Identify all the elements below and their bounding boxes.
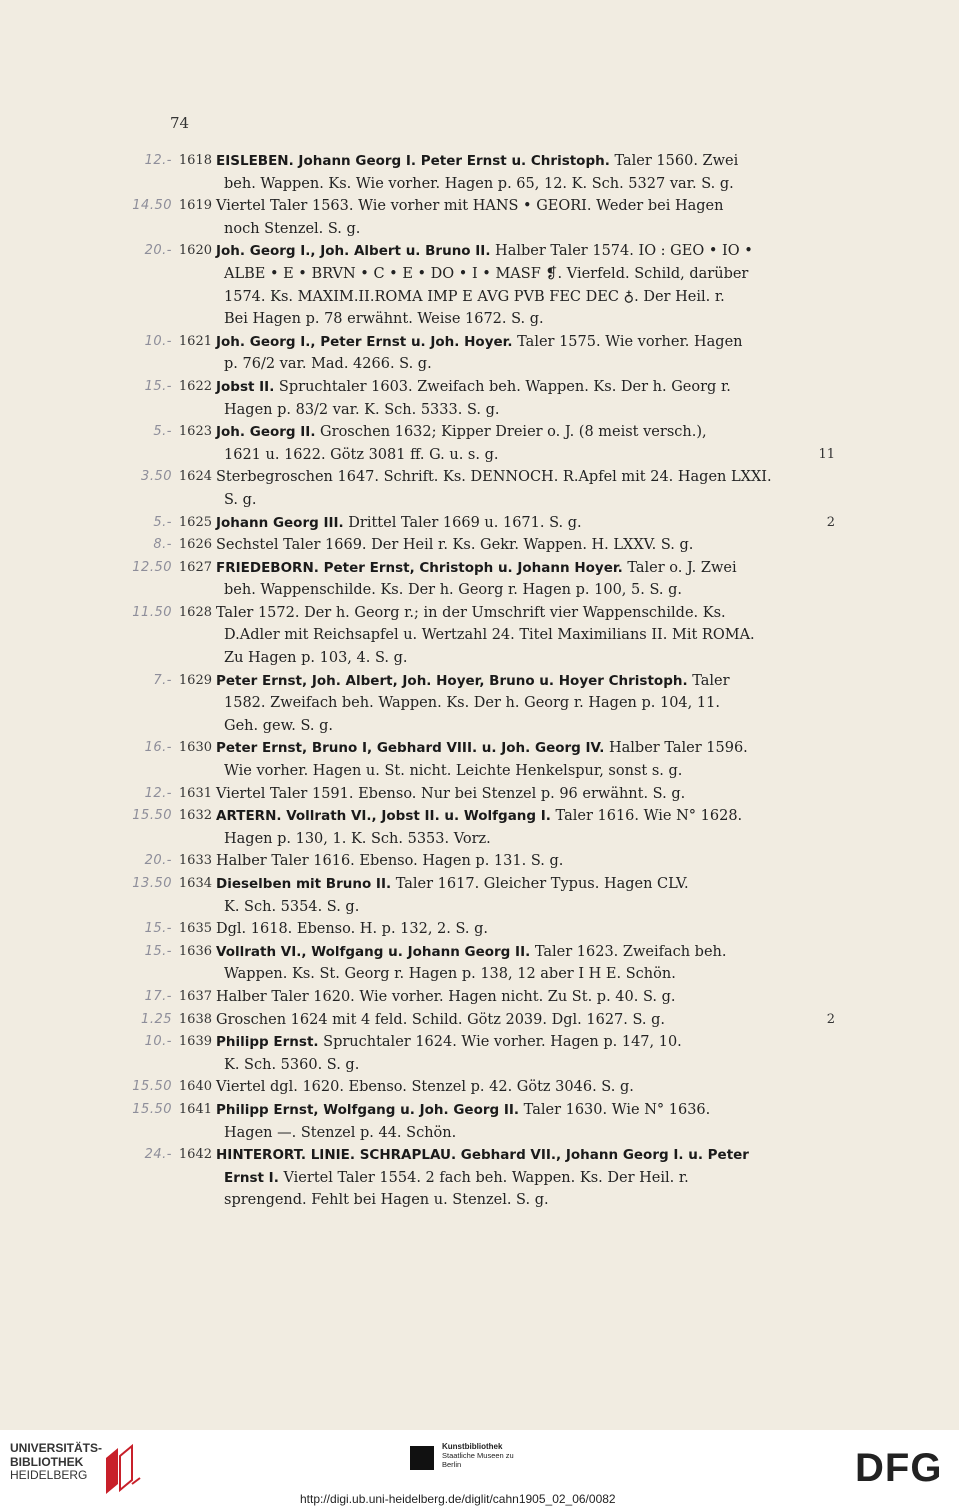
lot-number: 1628	[178, 604, 212, 620]
entry-line	[100, 692, 835, 715]
entry-line	[100, 195, 835, 218]
lot-number: 1635	[178, 921, 212, 937]
lot-number: 1633	[178, 853, 212, 869]
ub-line: BIBLIOTHEK	[10, 1454, 84, 1469]
entry-line	[100, 896, 835, 919]
handwritten-price: 15.-	[144, 943, 172, 959]
entry-line	[100, 873, 835, 896]
catalog-entry	[100, 941, 835, 986]
kunstbibliothek-logo[interactable]	[410, 1442, 520, 1482]
entry-text	[224, 308, 544, 331]
entry-body: D.Adler mit Reichsapfel u. Wertzahl 24. Titel Maximilians II. Mit ROMA.	[224, 627, 755, 644]
handwritten-price: 12.50	[132, 559, 172, 575]
lot-number: 1618	[178, 153, 212, 168]
catalog-entry	[100, 1009, 835, 1032]
entry-body: Taler 1616. Wie N° 1628.	[550, 808, 743, 825]
catalog-entry	[100, 737, 835, 782]
entry-line	[100, 850, 835, 873]
lot-number: 1638	[178, 1011, 212, 1027]
entry-body: Viertel Taler 1563. Wie vorher mit HANS • GEORI. Weder bei Hagen	[216, 198, 724, 215]
catalog-entry	[100, 986, 835, 1009]
entry-line	[100, 286, 835, 309]
lot-number: 1632	[178, 808, 212, 824]
entry-line	[100, 941, 835, 964]
page-url-link[interactable]: http://digi.ub.uni-heidelberg.de/diglit/cahn1905_02_06/0082	[300, 1492, 616, 1506]
entry-text	[224, 692, 720, 715]
entry-line	[100, 353, 835, 376]
entry-text	[216, 918, 488, 941]
entry-body: S. g.	[224, 491, 257, 508]
entry-text	[216, 195, 723, 218]
kb-line: Staatliche Museen zu Berlin	[442, 1451, 514, 1469]
entry-body: Taler 1617. Gleicher Typus. Hagen CLV.	[391, 876, 689, 892]
entry-line	[100, 331, 835, 354]
entry-line	[100, 534, 835, 557]
lot-number: 1625	[178, 514, 212, 530]
entry-heading: Joh. Georg II.	[216, 424, 316, 441]
entry-line	[100, 760, 835, 783]
lot-number: 1634	[178, 876, 212, 891]
handwritten-price: 12.-	[144, 153, 172, 168]
handwritten-price: 10.-	[144, 1034, 172, 1050]
entry-line	[100, 647, 835, 670]
entry-text	[216, 534, 693, 557]
entry-body: 1582. Zweifach beh. Wappen. Ks. Der h. Georg r. Hagen p. 104, 11.	[224, 695, 720, 712]
catalog-entry	[100, 557, 835, 602]
catalog-entry	[100, 1076, 835, 1099]
entry-line	[100, 1167, 835, 1190]
dfg-logo[interactable]: DFG	[855, 1446, 943, 1490]
entry-text	[216, 331, 743, 354]
entry-text	[224, 715, 333, 738]
lot-number: 1639	[178, 1034, 212, 1050]
entry-body: beh. Wappen. Ks. Wie vorher. Hagen p. 65, 12. K. Sch. 5327 var. S. g.	[224, 175, 734, 192]
entry-body: 1574. Ks. MAXIM.II.ROMA IMP E AVG PVB FEC DEC ♁. Der Heil. r.	[224, 288, 725, 305]
entry-text	[224, 263, 748, 286]
catalog-entries	[100, 150, 835, 1212]
entry-line	[100, 489, 835, 512]
entry-body: Taler 1560. Zwei	[609, 153, 739, 169]
entry-text	[224, 489, 257, 512]
entry-text	[216, 941, 727, 964]
entry-heading: Philipp Ernst.	[216, 1034, 319, 1051]
entry-line	[100, 399, 835, 422]
entry-body: Groschen 1632; Kipper Dreier o. J. (8 meist versch.),	[315, 424, 707, 441]
entry-text	[216, 850, 563, 873]
entry-body: Halber Taler 1574. IO : GEO • IO •	[490, 243, 753, 260]
entry-body: Viertel Taler 1591. Ebenso. Nur bei Stenzel p. 96 erwähnt. S. g.	[216, 785, 686, 802]
entry-body: Groschen 1624 mit 4 feld. Schild. Götz 2039. Dgl. 1627. S. g.	[216, 1011, 666, 1028]
entry-heading: Peter Ernst, Joh. Albert, Joh. Hoyer, Bruno u. Hoyer Christoph.	[216, 672, 688, 689]
entry-line	[100, 715, 835, 738]
handwritten-price: 12.-	[144, 785, 172, 801]
entry-text	[224, 1122, 456, 1145]
entry-text	[224, 1054, 359, 1077]
lot-number: 1630	[178, 740, 212, 756]
ub-logo-text	[10, 1442, 102, 1483]
entry-heading: Philipp Ernst, Wolfgang u. Joh. Georg II.	[216, 1101, 520, 1118]
entry-line	[100, 737, 835, 760]
lot-number: 1627	[178, 559, 212, 575]
entry-line	[100, 444, 835, 467]
catalog-entry	[100, 195, 835, 240]
entry-heading: Peter Ernst, Bruno I, Gebhard VIII. u. Joh. Georg IV.	[216, 740, 605, 757]
entry-line	[100, 240, 835, 263]
catalog-entry	[100, 1099, 835, 1144]
catalog-entry	[100, 1031, 835, 1076]
ub-line: HEIDELBERG	[10, 1468, 88, 1482]
entry-text	[216, 512, 582, 535]
handwritten-price: 15.50	[132, 1079, 172, 1095]
lot-number: 1636	[178, 943, 212, 959]
entry-body: Hagen p. 83/2 var. K. Sch. 5333. S. g.	[224, 401, 500, 418]
entry-body: Taler 1572. Der h. Georg r.; in der Umschrift vier Wappenschilde. Ks.	[216, 604, 726, 621]
kb-line: Kunstbibliothek	[442, 1442, 503, 1451]
entry-body: ALBE • E • BRVN • C • E • DO • I • MASF ❡. Vierfeld. Schild, darüber	[224, 265, 749, 282]
kunstbibliothek-icon	[410, 1446, 434, 1470]
handwritten-price: 17.-	[144, 988, 172, 1004]
catalog-entry	[100, 602, 835, 670]
entry-body: 1621 u. 1622. Götz 3081 ff. G. u. s. g.	[224, 446, 499, 463]
page-number: 74	[170, 114, 190, 132]
entry-line	[100, 1009, 835, 1032]
entry-line	[100, 173, 835, 196]
catalog-entry	[100, 376, 835, 421]
entry-line	[100, 602, 835, 625]
entry-text	[224, 173, 734, 196]
margin-count: 2	[826, 514, 835, 530]
entry-line	[100, 308, 835, 331]
entry-text	[224, 353, 432, 376]
lot-number: 1626	[178, 537, 212, 553]
entry-line	[100, 263, 835, 286]
entry-text	[224, 647, 408, 670]
handwritten-price: 24.-	[144, 1147, 172, 1163]
lot-number: 1642	[178, 1147, 212, 1163]
entry-line	[100, 986, 835, 1009]
entry-text	[224, 579, 682, 602]
entry-line	[100, 670, 835, 693]
handwritten-price: 5.-	[153, 514, 172, 530]
entry-body: K. Sch. 5360. S. g.	[224, 1056, 360, 1073]
entry-line	[100, 466, 835, 489]
handwritten-price: 5.-	[153, 424, 172, 440]
handwritten-price: 8.-	[153, 537, 172, 553]
entry-line	[100, 1099, 835, 1122]
entry-line	[100, 805, 835, 828]
entry-body: Taler 1575. Wie vorher. Hagen	[512, 333, 743, 350]
handwritten-price: 14.50	[132, 198, 172, 214]
entry-line	[100, 828, 835, 851]
catalog-entry	[100, 873, 835, 918]
lot-number: 1619	[178, 198, 212, 214]
entry-text	[216, 240, 753, 263]
entry-heading: EISLEBEN. Johann Georg I. Peter Ernst u. Christoph.	[216, 153, 610, 169]
entry-text	[224, 1167, 689, 1190]
entry-body: Zu Hagen p. 103, 4. S. g.	[224, 650, 408, 667]
entry-text	[224, 963, 676, 986]
handwritten-price: 20.-	[144, 853, 172, 869]
lot-number: 1620	[178, 243, 212, 259]
entry-body: Halber Taler 1620. Wie vorher. Hagen nicht. Zu St. p. 40. S. g.	[216, 988, 676, 1005]
entry-line	[100, 963, 835, 986]
lot-number: 1622	[178, 378, 212, 394]
lot-number: 1631	[178, 785, 212, 801]
catalog-entry	[100, 805, 835, 850]
catalog-entry	[100, 534, 835, 557]
handwritten-price: 11.50	[132, 604, 172, 620]
entry-line	[100, 918, 835, 941]
entry-text	[216, 376, 731, 399]
entry-text	[224, 286, 725, 309]
entry-body: Taler 1630. Wie N° 1636.	[519, 1101, 711, 1118]
handwritten-price: 15.50	[132, 1101, 172, 1117]
entry-line	[100, 1189, 835, 1212]
entry-text	[216, 466, 772, 489]
lot-number: 1640	[178, 1079, 212, 1095]
entry-text	[216, 670, 730, 693]
handwritten-price: 3.50	[141, 469, 172, 485]
ub-emblem-icon	[102, 1444, 142, 1496]
handwritten-price: 16.-	[144, 740, 172, 756]
entry-line	[100, 376, 835, 399]
entry-line	[100, 421, 835, 444]
handwritten-price: 13.50	[132, 876, 172, 891]
catalog-entry	[100, 918, 835, 941]
margin-count: 11	[818, 446, 835, 462]
entry-body: Drittel Taler 1669 u. 1671. S. g.	[343, 514, 582, 531]
entry-body: p. 76/2 var. Mad. 4266. S. g.	[224, 356, 432, 373]
entry-line	[100, 1122, 835, 1145]
entry-body: Sechstel Taler 1669. Der Heil r. Ks. Gekr. Wappen. H. LXXV. S. g.	[216, 537, 694, 554]
entry-text	[216, 1031, 682, 1054]
entry-body: Sterbegroschen 1647. Schrift. Ks. DENNOCH. R.Apfel mit 24. Hagen LXXI.	[216, 469, 772, 486]
entry-body: Taler	[687, 672, 730, 689]
entry-body: Geh. gew. S. g.	[224, 717, 334, 734]
entry-text	[216, 737, 748, 760]
entry-line	[100, 783, 835, 806]
entry-heading: HINTERORT. LINIE. SCHRAPLAU. Gebhard VII., Johann Georg I. u. Peter	[216, 1147, 749, 1164]
catalog-entry	[100, 240, 835, 330]
handwritten-price: 15.-	[144, 921, 172, 937]
margin-count: 2	[826, 1011, 835, 1027]
handwritten-price: 7.-	[153, 672, 172, 688]
lot-number: 1629	[178, 672, 212, 688]
ub-line: UNIVERSITÄTS-	[10, 1441, 103, 1455]
lot-number: 1621	[178, 333, 212, 349]
entry-line	[100, 150, 835, 173]
entry-line	[100, 1054, 835, 1077]
entry-text	[224, 399, 499, 422]
lot-number: 1623	[178, 424, 212, 440]
entry-text	[216, 1076, 634, 1099]
handwritten-price: 15.50	[132, 808, 172, 824]
entry-body: Wie vorher. Hagen u. St. nicht. Leichte Henkelspur, sonst s. g.	[224, 763, 683, 780]
lot-number: 1624	[178, 469, 212, 485]
entry-text	[216, 557, 737, 580]
entry-body: Spruchtaler 1624. Wie vorher. Hagen p. 147, 10.	[318, 1034, 682, 1051]
lot-number: 1641	[178, 1101, 212, 1117]
entry-heading: Joh. Georg I., Peter Ernst u. Joh. Hoyer.	[216, 333, 513, 350]
entry-body: noch Stenzel. S. g.	[224, 220, 361, 237]
entry-body: Taler 1623. Zweifach beh.	[530, 943, 727, 960]
entry-heading: FRIEDEBORN. Peter Ernst, Christoph u. Johann Hoyer.	[216, 559, 623, 576]
entry-line	[100, 1031, 835, 1054]
entry-text	[224, 760, 682, 783]
entry-text	[216, 783, 685, 806]
lot-number: 1637	[178, 988, 212, 1004]
catalog-entry	[100, 466, 835, 511]
entry-text	[224, 624, 755, 647]
entry-body: Hagen —. Stenzel p. 44. Schön.	[224, 1124, 457, 1141]
entry-body: Bei Hagen p. 78 erwähnt. Weise 1672. S. g.	[224, 311, 544, 328]
entry-text	[216, 986, 675, 1009]
entry-heading: Dieselben mit Bruno II.	[216, 876, 392, 892]
catalog-entry	[100, 421, 835, 466]
kb-logo-text	[442, 1442, 520, 1469]
handwritten-price: 10.-	[144, 333, 172, 349]
entry-body: Hagen p. 130, 1. K. Sch. 5353. Vorz.	[224, 830, 491, 847]
handwritten-price: 1.25	[141, 1011, 172, 1027]
entry-text	[216, 1144, 749, 1167]
entry-text	[216, 1099, 710, 1122]
catalog-entry	[100, 1144, 835, 1212]
entry-text	[224, 444, 498, 467]
entry-line	[100, 512, 835, 535]
entry-heading: Ernst I.	[224, 1169, 279, 1186]
entry-text	[224, 896, 359, 919]
entry-text	[216, 602, 726, 625]
entry-body: K. Sch. 5354. S. g.	[224, 898, 360, 915]
handwritten-price: 15.-	[144, 378, 172, 394]
entry-line	[100, 624, 835, 647]
entry-body: beh. Wappenschilde. Ks. Der h. Georg r. Hagen p. 100, 5. S. g.	[224, 582, 682, 599]
entry-body: Viertel Taler 1554. 2 fach beh. Wappen. Ks. Der Heil. r.	[278, 1169, 689, 1186]
catalog-entry	[100, 783, 835, 806]
entry-text	[224, 1189, 549, 1212]
entry-text	[224, 828, 491, 851]
catalog-entry	[100, 150, 835, 195]
catalog-entry	[100, 512, 835, 535]
entry-heading: Vollrath VI., Wolfgang u. Johann Georg II.	[216, 943, 531, 960]
entry-line	[100, 1076, 835, 1099]
entry-body: Taler o. J. Zwei	[622, 559, 737, 576]
entry-text	[216, 805, 742, 828]
entry-body: Halber Taler 1596.	[604, 740, 748, 757]
entry-line	[100, 579, 835, 602]
entry-heading: Johann Georg III.	[216, 514, 344, 531]
entry-heading: Jobst II.	[216, 378, 275, 395]
entry-heading: Joh. Georg I., Joh. Albert u. Bruno II.	[216, 243, 491, 260]
entry-text	[216, 150, 738, 173]
entry-line	[100, 557, 835, 580]
entry-body: sprengend. Fehlt bei Hagen u. Stenzel. S. g.	[224, 1192, 549, 1209]
entry-text	[224, 218, 360, 241]
entry-body: Wappen. Ks. St. Georg r. Hagen p. 138, 12 aber I H E. Schön.	[224, 966, 676, 983]
entry-text	[216, 421, 707, 444]
entry-line	[100, 218, 835, 241]
entry-text	[216, 1009, 665, 1032]
entry-body: Viertel dgl. 1620. Ebenso. Stenzel p. 42. Götz 3046. S. g.	[216, 1079, 634, 1096]
entry-body: Spruchtaler 1603. Zweifach beh. Wappen. Ks. Der h. Georg r.	[274, 378, 731, 395]
handwritten-price: 20.-	[144, 243, 172, 259]
university-library-logo[interactable]	[10, 1442, 140, 1497]
catalog-entry	[100, 331, 835, 376]
entry-body: Halber Taler 1616. Ebenso. Hagen p. 131. S. g.	[216, 853, 564, 870]
entry-text	[216, 873, 689, 896]
entry-heading: ARTERN. Vollrath VI., Jobst II. u. Wolfgang I.	[216, 808, 551, 825]
catalog-entry	[100, 670, 835, 738]
entry-body: Dgl. 1618. Ebenso. H. p. 132, 2. S. g.	[216, 921, 489, 938]
entry-line	[100, 1144, 835, 1167]
catalog-entry	[100, 850, 835, 873]
